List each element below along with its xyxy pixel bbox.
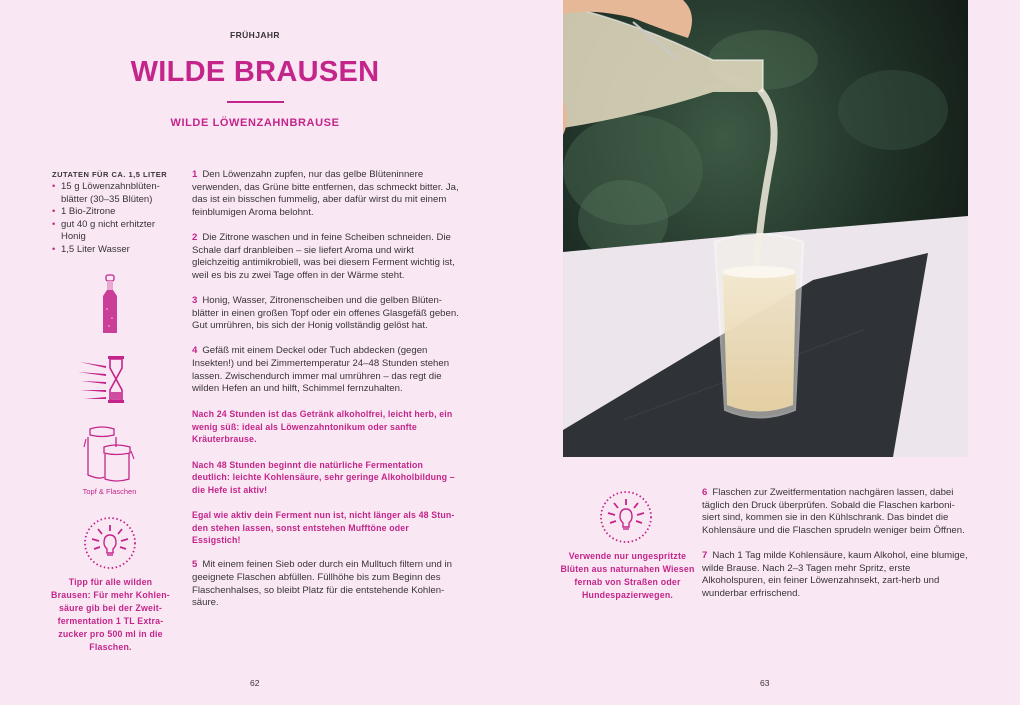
fermentation-note: Nach 48 Stunden beginnt die natürliche Fermentation deutlich: leichte Kohlensäure, sehr geringe Alkoholbildung – die Hefe ist aktiv! [192, 459, 455, 495]
step-number: 3 [192, 294, 198, 306]
lightbulb-icon [598, 489, 654, 545]
hourglass-icon [78, 354, 128, 406]
step-number: 6 [702, 487, 708, 498]
lightbulb-icon [82, 515, 138, 571]
section-label: FRÜHJAHR [230, 30, 280, 40]
step-3 [192, 295, 460, 333]
ingredients-box [52, 170, 177, 256]
fermentation-note: Nach 24 Stunden ist das Getränk alkoholfrei, leicht herb, ein wenig süß: ideal als Löwenzahntonikum oder sanfte Kräuterbrause. [192, 409, 453, 445]
step-text: Flaschen zur Zweitfermentation nachgären lassen, dabei täglich den Druck überprüfen. Sobald die Flaschen karboni-siert sind, kommen sie in den Kühlschrank. Das bindet die Kohlensäure und die Flaschen sprudeln weniger beim Öffnen. [702, 487, 965, 536]
bottle-icon [98, 274, 122, 336]
step-6 [702, 487, 970, 537]
recipe-subtitle: WILDE LÖWENZAHNBRAUSE [170, 117, 340, 129]
step-text: Gefäß mit einem Deckel oder Tuch abdecken (gegen Insekten!) und bei Zimmertemperatur 24–48 Stunden stehen lassen. Zwischendurch immer mal umrühren – das regt die wilden Hefen an und hilft, Schimmel fernzuhalten. [192, 345, 450, 395]
steps-column-left [192, 169, 460, 622]
tip-box: Tipp für alle wilden Brausen: Für mehr Kohlen-säure gib bei der Zweit-fermentation 1 TL Extra-zucker pro 500 ml in die Flaschen. [51, 577, 170, 652]
ingredient-item: • 1 Bio-Zitrone [52, 206, 177, 219]
step-1 [192, 169, 460, 219]
step-text: Nach 1 Tag milde Kohlensäure, kaum Alkohol, eine blumige, wilde Brause. Nach 2–3 Tagen mehr Spritz, erste Alkoholspuren, ein feiner Löwenzahnsekt, zart-herb und wunderbar erfrischend. [702, 549, 968, 599]
step-7 [702, 550, 970, 600]
step-5 [192, 559, 460, 609]
tip-box: Verwende nur ungespritzte Blüten aus naturnahen Wiesen fernab von Straßen oder Hundespazierwegen. [560, 551, 695, 600]
step-text: Honig, Wasser, Zitronenscheiben und die gelben Blüten-blätter in einen großen Topf oder ein offenes Glasgefäß geben. Gut umrühren, bis sich der Honig vollständig gelöst hat. [192, 294, 459, 332]
recipe-photo [563, 0, 968, 457]
step-2 [192, 232, 460, 282]
step-number: 4 [192, 345, 198, 357]
page-title: WILDE BRAUSEN [130, 56, 380, 88]
fermentation-note: Egal wie aktiv dein Ferment nun ist, nicht länger als 48 Stun-den stehen lassen, sonst entstehen Mufftöne oder Essigstich! [192, 510, 455, 546]
title-divider [227, 101, 284, 103]
step-number: 7 [702, 549, 708, 561]
jars-icon [80, 425, 136, 483]
ingredients-list [52, 181, 177, 256]
ingredients-heading: ZUTATEN FÜR CA. 1,5 LITER [52, 170, 168, 179]
page-number-right: 63 [760, 678, 770, 688]
ingredient-item: • gut 40 g nicht erhitzter Honig [52, 219, 177, 244]
ingredient-item: • 15 g Löwenzahnblüten-blätter (30–35 Blüten) [52, 181, 177, 206]
step-text: Mit einem feinen Sieb oder durch ein Mulltuch filtern und in geeignete Flaschen abfüllen. Füllhöhe bis zum Beginn des Flaschenhalses, so bleibt Platz für die entstehende Kohlen-säure. [192, 559, 452, 609]
pouring-drink-photo [563, 0, 968, 457]
step-number: 2 [192, 231, 198, 243]
page-number-left: 62 [250, 678, 260, 688]
ingredient-item: • 1,5 Liter Wasser [52, 244, 177, 257]
step-number: 5 [192, 559, 198, 571]
step-text: Die Zitrone waschen und in feine Scheiben schneiden. Die Schale darf dranbleiben – sie liefert Aroma und wirkt gleichzeitig antimikrobiell, was bei diesem Ferment wichtig ist, weil es bis zu zwei Tage offen in der Wärme steht. [192, 231, 455, 281]
step-text: Den Löwenzahn zupfen, nur das gelbe Blüteninnere verwenden, das Grüne bitte entfernen, das schmeckt bitter. Ja, das ist ein bisschen fummelig, aber dafür wirst du mit einem feinblumigen Aroma belohnt. [192, 169, 459, 218]
illustration-caption: Topf & Flaschen [82, 487, 137, 496]
steps-column-right [702, 487, 970, 613]
step-4 [192, 345, 460, 395]
step-number: 1 [192, 169, 198, 180]
